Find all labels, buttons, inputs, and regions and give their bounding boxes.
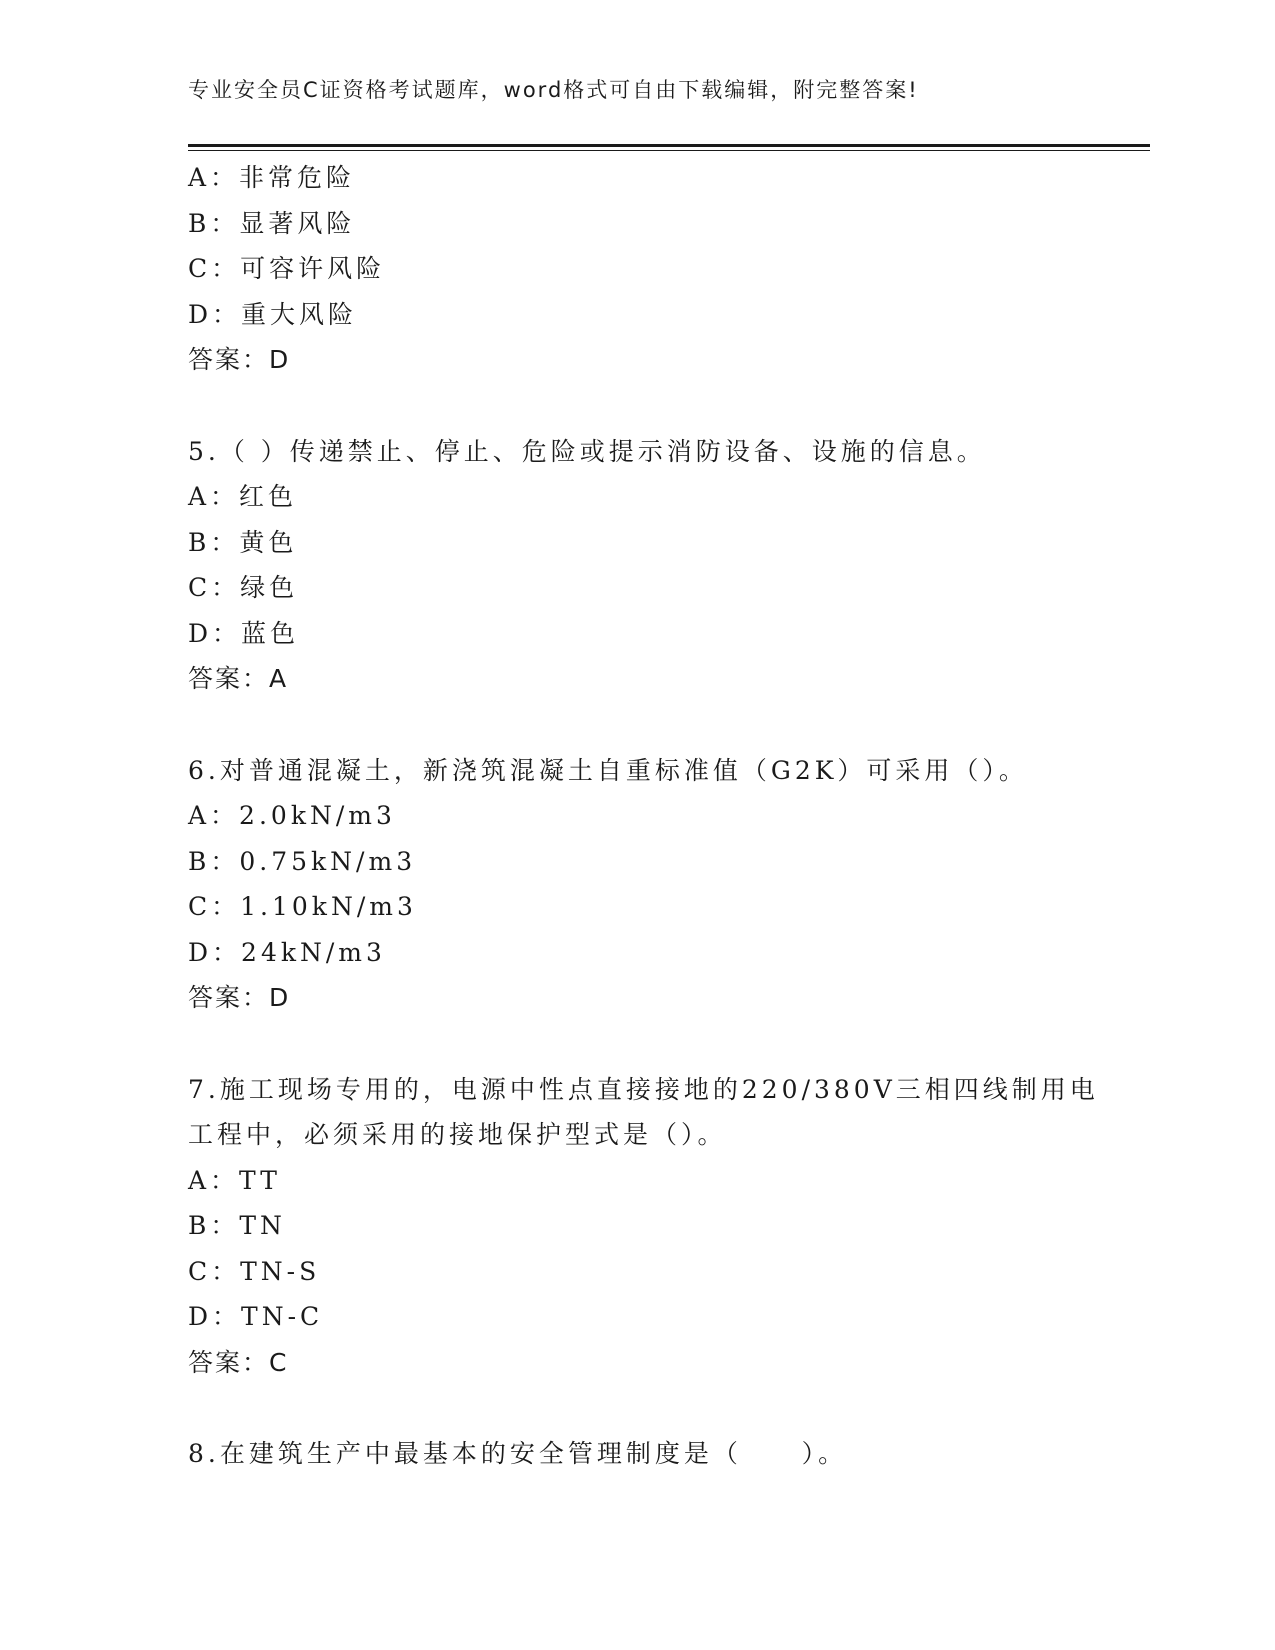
question-text: 5.（ ）传递禁止、停止、危险或提示消防设备、设施的信息。	[188, 436, 986, 466]
question-text: 8.在建筑生产中最基本的安全管理制度是（ ）。	[188, 1439, 848, 1468]
option-b: B：TN	[188, 1211, 286, 1240]
option-b: B：0.75kN/m3	[188, 846, 417, 876]
header-rule-thick	[188, 144, 1150, 147]
question-block-7	[188, 1067, 1108, 1386]
question-block-6	[188, 748, 1108, 1021]
option-d: D：重大风险	[188, 299, 358, 329]
question-block-4	[188, 155, 1108, 383]
spacer	[188, 702, 1108, 748]
spacer	[188, 1385, 1108, 1431]
option-a: A：TT	[188, 1165, 281, 1195]
option-b: B：显著风险	[188, 208, 356, 238]
spacer	[188, 1021, 1108, 1067]
answer: 答案：C	[188, 1347, 289, 1377]
question-block-8	[188, 1431, 1108, 1477]
answer: 答案：A	[188, 664, 289, 693]
option-c: C：1.10kN/m3	[188, 892, 417, 921]
option-c: C：TN-S	[188, 1256, 321, 1286]
option-d: D：蓝色	[188, 618, 300, 648]
option-c: C：可容许风险	[188, 254, 386, 283]
option-d: D：TN-C	[188, 1302, 324, 1331]
option-a: A：非常危险	[188, 163, 356, 192]
question-content	[188, 155, 1108, 1477]
option-b: B：黄色	[188, 527, 298, 557]
header-rule-thin	[188, 150, 1150, 151]
option-a: A：2.0kN/m3	[188, 801, 396, 830]
option-d: D：24kN/m3	[188, 937, 386, 967]
question-text-line-2: 工程中，必须采用的接地保护型式是（）。	[188, 1120, 727, 1149]
option-c: C：绿色	[188, 573, 299, 602]
question-text: 6.对普通混凝土，新浇筑混凝土自重标准值（G2K）可采用（）。	[188, 755, 1028, 785]
answer: 答案：D	[188, 345, 291, 374]
question-block-5	[188, 429, 1108, 702]
answer: 答案：D	[188, 983, 291, 1012]
document-header: 专业安全员C证资格考试题库，word格式可自由下载编辑，附完整答案!	[188, 78, 919, 102]
question-text-line-1: 7.施工现场专用的，电源中性点直接接地的220/380V三相四线制用电	[188, 1074, 1099, 1104]
option-a: A：红色	[188, 482, 298, 511]
spacer	[188, 383, 1108, 429]
